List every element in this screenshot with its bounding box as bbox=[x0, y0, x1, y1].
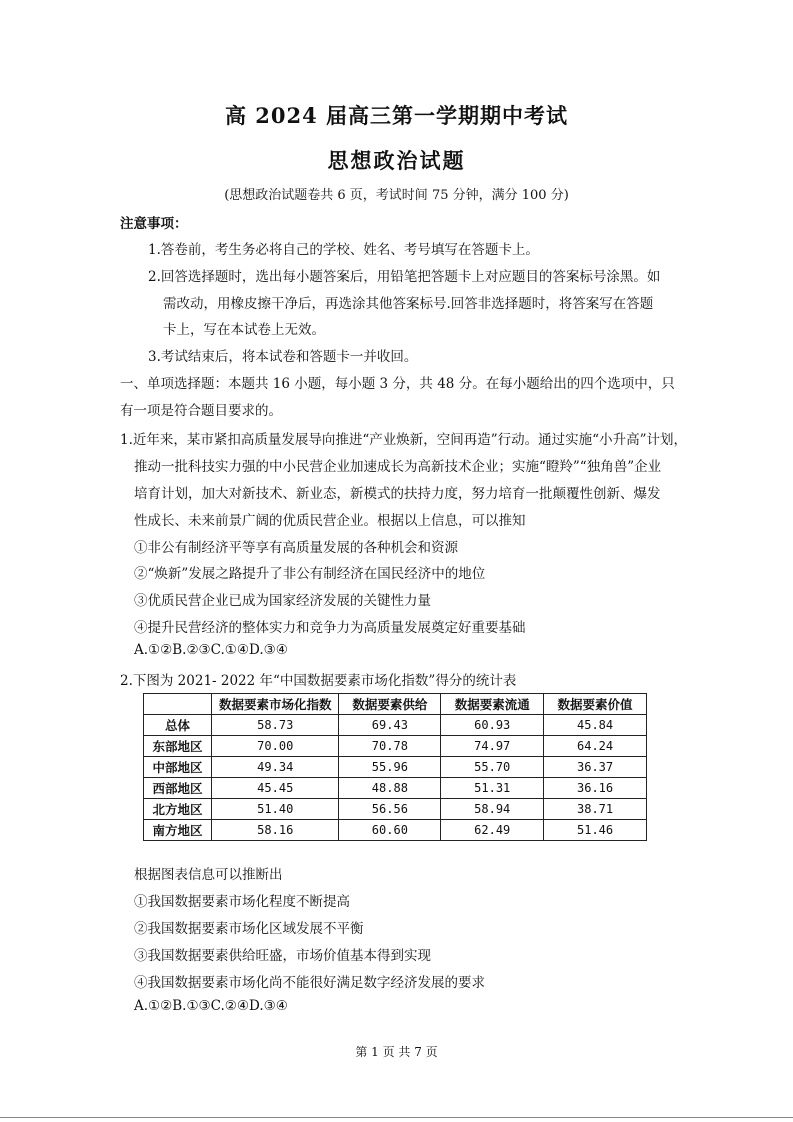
notice-item-2-line-2: 需改动，用橡皮擦干净后，再选涂其他答案标号.回答非选择题时，将答案写在答题 bbox=[163, 296, 654, 312]
table-row-label: 西部地区 bbox=[144, 778, 212, 799]
table-row bbox=[144, 820, 647, 841]
section-heading-line-2: 有一项是符合题目要求的。 bbox=[120, 403, 282, 419]
q2-option-4: ④我国数据要素市场化尚不能很好满足数字经济发展的要求 bbox=[134, 975, 485, 991]
table-cell: 58.94 bbox=[441, 799, 544, 820]
table-cell: 56.56 bbox=[339, 799, 441, 820]
q2-option-3: ③我国数据要素供给旺盛，市场价值基本得到实现 bbox=[134, 948, 431, 964]
notice-heading: 注意事项： bbox=[120, 216, 188, 232]
table-header-cell: 数据要素流通 bbox=[441, 694, 544, 715]
table-cell: 69.43 bbox=[339, 715, 441, 736]
page-number: 第 1 页 共 7 页 bbox=[355, 1045, 438, 1059]
q1-option-2: ②“焕新”发展之路提升了非公有制经济在国民经济中的地位 bbox=[134, 566, 486, 582]
notice-item-2-line-3: 卡上，写在本试卷上无效。 bbox=[163, 322, 325, 338]
table-cell: 51.46 bbox=[544, 820, 647, 841]
subject-title: 思想政治试题 bbox=[327, 148, 466, 173]
table-header-row bbox=[144, 694, 647, 715]
table-cell: 48.88 bbox=[339, 778, 441, 799]
table-cell: 64.24 bbox=[544, 736, 647, 757]
q2-stem: 2.下图为 2021- 2022 年“中国数据要素市场化指数”得分的统计表 bbox=[120, 673, 517, 689]
table-cell: 51.40 bbox=[212, 799, 339, 820]
table-cell: 45.45 bbox=[212, 778, 339, 799]
q1-stem-line-2: 推动一批科技实力强的中小民营企业加速成长为高新技术企业；实施“瞪羚”“独角兽”企业 bbox=[134, 459, 662, 475]
table-cell: 70.00 bbox=[212, 736, 339, 757]
q1-option-1: ①非公有制经济平等享有高质量发展的各种机会和资源 bbox=[134, 540, 458, 556]
table-row bbox=[144, 778, 647, 799]
q2-lead: 根据图表信息可以推断出 bbox=[134, 867, 283, 883]
table-row-label: 南方地区 bbox=[144, 820, 212, 841]
q1-choices: A.①②B.②③C.①④D.③④ bbox=[134, 642, 288, 658]
table-header-cell: 数据要素价值 bbox=[544, 694, 647, 715]
table-cell: 36.37 bbox=[544, 757, 647, 778]
notice-item-2-line-1: 2.回答选择题时，选出每小题答案后，用铅笔把答题卡上对应题目的答案标号涂黑。如 bbox=[148, 269, 661, 285]
table-header-cell bbox=[144, 694, 212, 715]
table-cell: 51.31 bbox=[441, 778, 544, 799]
table-cell: 58.73 bbox=[212, 715, 339, 736]
q1-stem-line-3: 培育计划，加大对新技术、新业态，新模式的扶持力度，努力培育一批颠覆性创新、爆发 bbox=[134, 486, 661, 502]
q1-option-3: ③优质民营企业已成为国家经济发展的关键性力量 bbox=[134, 593, 431, 609]
data-market-index-table bbox=[143, 693, 647, 841]
table-row bbox=[144, 757, 647, 778]
exam-info: (思想政治试题卷共 6 页，考试时间 75 分钟，满分 100 分) bbox=[224, 188, 569, 203]
q2-option-2: ②我国数据要素市场化区域发展不平衡 bbox=[134, 921, 364, 937]
table-cell: 60.60 bbox=[339, 820, 441, 841]
table-cell: 70.78 bbox=[339, 736, 441, 757]
q1-stem-line-4: 性成长、未来前景广阔的优质民营企业。根据以上信息，可以推知 bbox=[134, 513, 526, 529]
table-cell: 58.16 bbox=[212, 820, 339, 841]
section-heading-line-1: 一、单项选择题：本题共 16 小题，每小题 3 分，共 48 分。在每小题给出的四个选项中，只 bbox=[120, 376, 675, 392]
table-cell: 38.71 bbox=[544, 799, 647, 820]
notice-item-1: 1.答卷前，考生务必将自己的学校、姓名、考号填写在答题卡上。 bbox=[148, 242, 539, 258]
table-cell: 62.49 bbox=[441, 820, 544, 841]
q2-option-1: ①我国数据要素市场化程度不断提高 bbox=[134, 894, 350, 910]
table-row bbox=[144, 799, 647, 820]
q1-stem-line-1: 1.近年来，某市紧扣高质量发展导向推进“产业焕新，空间再造”行动。通过实施“小升高”计划， bbox=[120, 432, 687, 448]
table-cell: 49.34 bbox=[212, 757, 339, 778]
table-cell: 36.16 bbox=[544, 778, 647, 799]
table-row-label: 总体 bbox=[144, 715, 212, 736]
table-cell: 74.97 bbox=[441, 736, 544, 757]
table-header-cell: 数据要素市场化指数 bbox=[212, 694, 339, 715]
q2-choices: A.①②B.①③C.②④D.③④ bbox=[134, 998, 288, 1014]
table-row-label: 中部地区 bbox=[144, 757, 212, 778]
table-cell: 55.96 bbox=[339, 757, 441, 778]
notice-item-3: 3.考试结束后，将本试卷和答题卡一并收回。 bbox=[148, 349, 418, 365]
exam-title: 高 2024 届高三第一学期期中考试 bbox=[224, 103, 569, 128]
table-header-cell: 数据要素供给 bbox=[339, 694, 441, 715]
q1-option-4: ④提升民营经济的整体实力和竞争力为高质量发展奠定好重要基础 bbox=[134, 620, 526, 636]
table-cell: 45.84 bbox=[544, 715, 647, 736]
bottom-divider bbox=[0, 1117, 793, 1118]
table-cell: 60.93 bbox=[441, 715, 544, 736]
table-cell: 55.70 bbox=[441, 757, 544, 778]
table-row-label: 北方地区 bbox=[144, 799, 212, 820]
table-row bbox=[144, 736, 647, 757]
table-row bbox=[144, 715, 647, 736]
table-row-label: 东部地区 bbox=[144, 736, 212, 757]
